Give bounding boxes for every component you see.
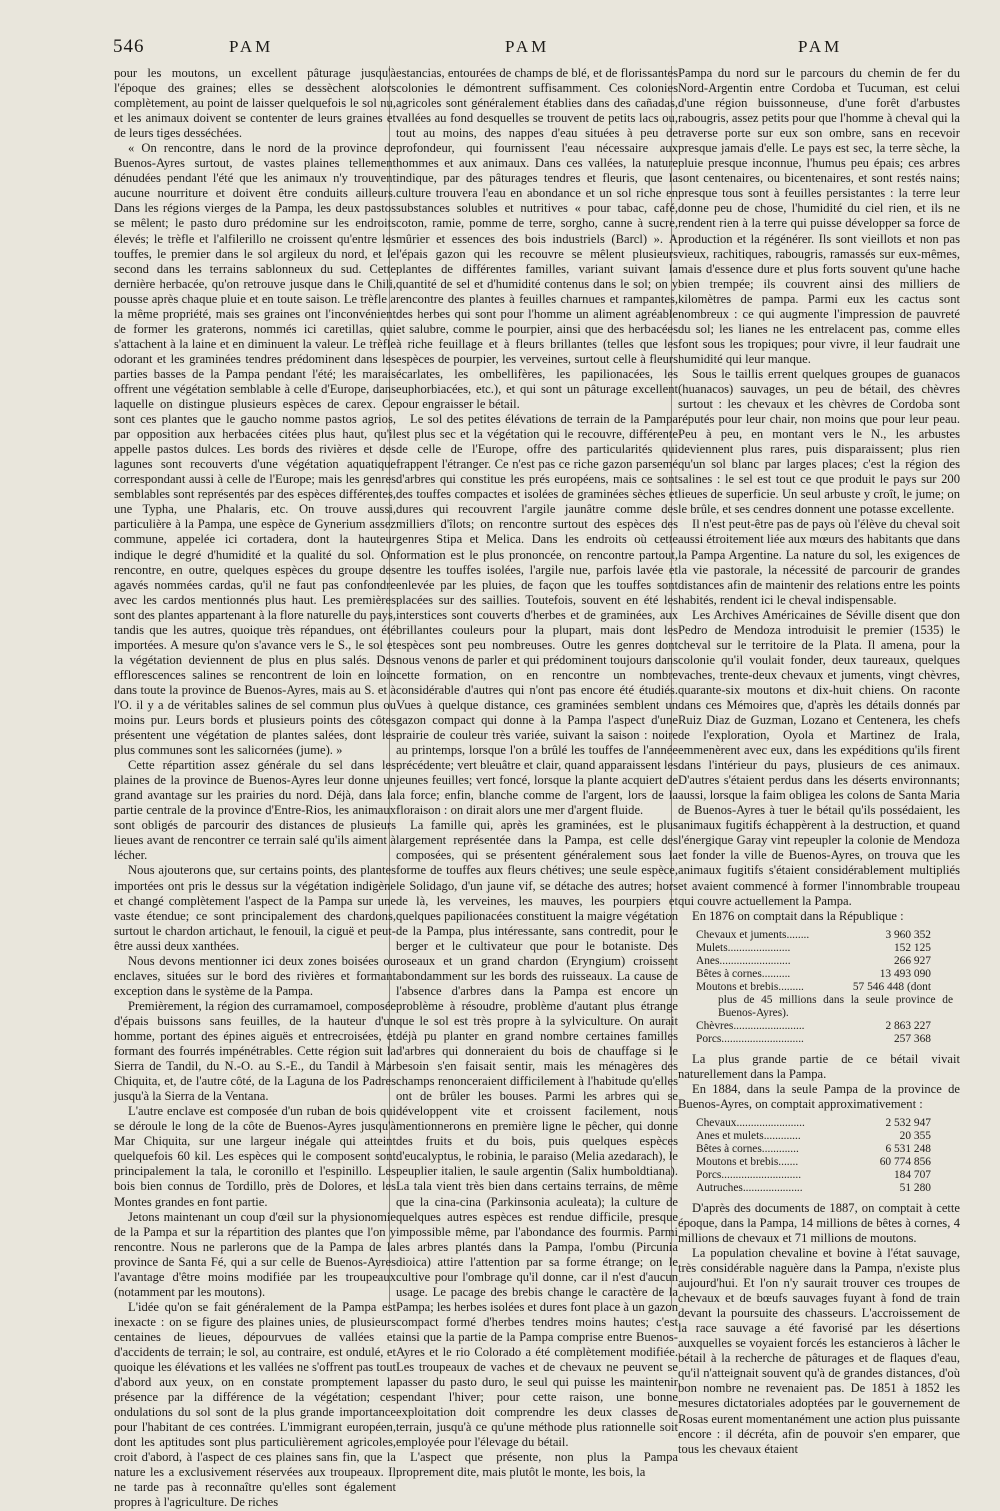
paragraph: Nous ajouterons que, sur certains points, des plantes importées ont pris le dessus sur la végétation indigène et changé complètement l'aspect de la Pampa sur une vaste étendue; ce sont principalement des chardons, surtout le chardon artichaut, le fenouil, la ciguë et peut-être aussi deux xanthées.	[114, 863, 396, 953]
stats-value: 2 532 947	[885, 1116, 931, 1129]
stats-table-1884	[696, 1117, 960, 1195]
stats-value: 6 531 248	[885, 1142, 931, 1155]
stats-row	[696, 929, 931, 942]
paragraph: « On rencontre, dans le nord de la province de Buenos-Ayres surtout, de vastes plaines tellement dénudées pendant l'été que les animaux n'y trouvent aucune nourriture et doivent être conduits ailleurs. Dans les régions vierges de la Pampa, les deux pastos se mêlent; le pasto duro prédomine sur les endroits élevés; le trèfle et l'alfilerillo ne croissent qu'entre les touffes, le premier dans le sol argileux du nord, et le second dans les terrains sablonneux du sud. Cette dernière herbacée, qu'on retrouve jusque dans le Chili, pousse après chaque pluie et en toute saison. Le trèfle a la même propriété, mais ses graines ont l'inconvénient de former les graterons, nommés ici caretillas, qui s'attachent à la laine et en diminuent la valeur. Le trèfle odorant et les graminées tendres prédominent dans les parties basses de la Pampa pendant l'été; les marais offrent une végétation semblable à celle d'Europe, dans laquelle on distingue plusieurs espèces de carex. Ce sont ces plantes que le gaucho nomme pastos agrios, par opposition aux herbacées citées plus haut, qu'il appelle pastos dulces. Les bords des rivières et des lagunes sont recouverts d'une végétation aquatique correspondant aussi à celle de l'Europe; mais les genres semblables sont représentés par des espèces différentes, une Typha, une Phalaris, etc. On trouve aussi, particulière à la Pampa, une espèce de Gynerium assez commune, appelée ici cortadera, dont la hauteur indique le degré d'humidité et la qualité du sol. On rencontre, en outre, quelques espèces du groupe des agavés nommées cardas, qu'il ne faut pas confondre avec les cardos mentionnés plus haut. Les premières sont des plantes appartenant à la flore naturelle du pays, tandis que les autres, quoique très répandues, ont été importées. A mesure qu'on s'avance vers le S., le sol et la végétation deviennent de plus en plus salés. Des efflorescences salines se rencontrent de loin en loin dans toute la province de Buenos-Ayres, mais au S. et à l'O. il y a de véritables salines de sel commun plus ou moins pur. Leurs bords et plusieurs points des côtes présentent une végétation de plantes salées, dont les plus communes sont les salicornées (jume). »	[114, 141, 396, 758]
text-column-2	[396, 66, 678, 1480]
stats-label: Bêtes à cornes.............	[696, 1142, 799, 1155]
stats-row	[696, 1020, 931, 1033]
stats-value: 60 774 856	[879, 1155, 931, 1168]
stats-row	[696, 981, 931, 994]
paragraph: L'autre enclave est composée d'un ruban de bois qui se déroule le long de la côte de Buenos-Ayres jusqu'à Mar Chiquita, sur une largeur inégale qui atteint quelquefois 60 kil. Les espèces qui le composent sont principalement la tala, le coronillo et l'espinillo. Les bois bien connus de Tordillo, près de Dolores, et les Montes grandes en font partie.	[114, 1104, 396, 1209]
paragraph: L'idée qu'on se fait généralement de la Pampa est inexacte : on se figure des plaines unies, de plusieurs centaines de lieues, dépourvues de vallées et d'accidents de terrain; le sol, au contraire, est ondulé, et quoique les élévations et les vallées ne s'offrent pas tout d'abord aux yeux, on en constate promptement la présence par la différence de la végétation; ces ondulations du sol sont de la plus grande importance pour l'habitant de ces contrées. L'immigrant européen, dont les aptitudes sont plus particulièrement agricoles, croit d'abord, à l'aspect de ces plaines sans fin, que la nature les a exclusivement réservées aux troupeaux. Il ne tarde pas à reconnaître qu'elles sont également propres à l'agriculture. De riches	[114, 1299, 396, 1510]
paragraph: Premièrement, la région des curramamoel, composée d'épais buissons sans feuilles, de la hauteur d'un homme, portant des épines aiguës et entrecroisées, et formant des fourrés impénétrables. Cette région suit la Sierra de Tandil, du N.-O. au S.-E., du Tandil à Mar Chiquita, et, de l'autre côté, de la Laguna de los Padres jusqu'à la Sierra de la Ventana.	[114, 998, 396, 1104]
stats-row	[696, 1182, 931, 1195]
stats-row	[696, 1033, 931, 1046]
stats-value: 13 493 090	[879, 967, 931, 980]
paragraph: Le sol des petites élévations de terrain de la Pampa est plus sec et la végétation qui le recouvre, différente de celle de l'Europe, offre des particularités qui frappent l'étranger. Ce n'est pas ce riche gazon parsemé d'arbres qui constitue les prés européens, mais ce sont des touffes compactes et isolées de graminées sèches et dures qui recouvrent l'argile jaunâtre comme des milliers d'îlots; on rencontre surtout des espèces des genres Stipa et Melica. Dans les endroits où cette formation est le plus prononcée, on rencontre partout, entre les touffes isolées, l'argile nue, parfois lavée et enlevée par les pluies, de façon que les touffes sont placées sur des saillies. Toutefois, souvent en été les interstices sont couverts d'herbes et de graminées, aux brillantes couleurs pour la plupart, mais dont les espèces sont peu nombreuses. Outre les genres dont nous venons de parler et qui prédominent toujours dans cette formation, on en rencontre un nombre considérable d'autres qui n'ont pas encore été étudiés. Vues à quelque distance, ces graminées semblent un gazon compact qui donne à la Pampa l'aspect d'une prairie de couleur très variée, suivant la saison : noire au printemps, lorsque l'on a brûlé les touffes de l'année précédente; vert bleuâtre et clair, quand apparaissent les jeunes feuilles; vert foncé, lorsque la plante acquiert de la force; enfin, blanche comme de l'argent, lors de la floraison : on dirait alors une mer d'argent fluide.	[396, 412, 678, 818]
paragraph: D'après des documents de 1887, on comptait à cette époque, dans la Pampa, 14 millions de bêtes à cornes, 4 millions de chevaux et 71 millions de moutons.	[678, 1200, 960, 1245]
paragraph: Sous le taillis errent quelques groupes de guanacos (huanacos) sauvages, un peu de bétail, des chèvres surtout : les chevaux et les chèvres de Cordoba sont réputés pour leur chair, non moins que pour leur peau. Peu à peu, en montant vers le N., les arbustes deviennent plus rares, puis disparaissent; plus rien qu'un sol blanc par larges places; c'est la région des salines : le sel est tout ce que produit le pays sur 200 lieues de superficie. Un seul arbuste y croît, le jume; on le brûle, et ses cendres donnent une potasse excellente.	[678, 366, 960, 517]
page-header	[0, 36, 1000, 60]
stats-label: Chèvres.........................	[696, 1019, 805, 1032]
stats-row	[696, 1169, 931, 1182]
paragraph: estancias, entourées de champs de blé, et de florissantes colonies le démontrent suffisamment. Ces colonies agricoles sont généralement établies dans des cañadas, vallées au fond desquelles se trouvent de petits lacs ou, tout au moins, des nappes d'eau situées à peu de profondeur, qui fournissent l'eau nécessaire aux hommes et aux animaux. Dans ces vallées, la nature indique, par des pâturages tendres et fleuris, que la culture trouvera l'eau en abondance et un sol riche en substances solubles et nutritives « pour tabac, café, coton, ramie, pomme de terre, sorgho, canne à sucre, mûrier et essences des bois industriels (Barcl) ». A l'épais gazon qui les recouvre se mêlent plusieurs plantes de différentes familles, variant suivant la quantité de sel et d'humidité contenus dans le sol; on y rencontre des plantes à feuilles charnues et rampantes, des herbes qui sont pour l'homme un aliment agréable et salubre, comme le pourpier, ainsi que des herbacées à riche feuillage et à fleurs brillantes (telles que les espèces de pourpier, les verveines, surtout celle à fleurs écarlates, les ombellifères, les papilionacées, les euphorbiacées, etc.), et qui sont un pâturage excellent pour engraisser le bétail.	[396, 66, 678, 412]
paragraph: La famille qui, après les graminées, est le plus largement représentée dans la Pampa, est celle des composées, qui se présentent généralement sous la forme de touffes aux fleurs chétives; une seule espèce, le Solidago, d'un jaune vif, se détache des autres; hors de là, les verveines, les mauves, les pourpiers et quelques papilionacées constituent la maigre végétation de la Pampa, plus intéressante, sans contredit, pour le berger et le cultivateur que pour le botaniste. Des roseaux et un grand chardon (Eryngium) croissent abondamment sur les bords des ruisseaux. La cause de l'absence d'arbres dans la Pampa est encore un problème à résoudre, problème d'autant plus étrange que le sol est très propre à la sylviculture. On aurait déjà pu planter en grand nombre certaines familles d'arbres qui donneraient du bois de chauffage si le besoin s'en faisait sentir, mais les ménagères des champs renonceraient difficilement à l'habitude qu'elles ont de brûler les bouses. Parmi les arbres qui se développent vite et croissent facilement, nous mentionnerons en première ligne le pêcher, qui donne des fruits et du bois, puis quelques espèces d'eucalyptus, le robinia, le paraiso (Melia azedarach), le peuplier italien, le saule argentin (Salix humboldtiana). La tala vient très bien dans certains terrains, de même que la cina-cina (Parkinsonia aculeata); la culture de quelques autres espèces est rendue difficile, presque impossible même, par l'abondance des fourmis. Parmi les arbres plantés dans la Pampa, l'ombu (Pircunia dioica) attire l'attention par sa forme étrange; on le cultive pour l'ombrage qu'il donne, car il n'est d'aucun usage. Le pacage des brebis change le caractère de la Pampa; les herbes isolées et dures font place à un gazon compact formé d'herbes tendres moins hautes; c'est ainsi que la partie de la Pampa comprise entre Buenos-Ayres et le rio Colorado a été complètement modifiée. Les troupeaux de vaches et de chevaux ne peuvent se passer du pasto duro, le seul qui puisse les maintenir pendant l'hiver; pour cette raison, une bonne exploitation doit comprendre les deux classes de terrain, jusqu'à ce qu'une méthode plus rationnelle soit employée pour l'élevage du bétail.	[396, 818, 678, 1450]
stats-row	[696, 1143, 931, 1156]
stats-label: Bêtes à cornes..........	[696, 967, 791, 980]
stats-value: 51 280	[899, 1181, 931, 1194]
stats-value: 257 368	[893, 1032, 931, 1045]
stats-value: 2 863 227	[885, 1019, 931, 1032]
text-column-1	[114, 66, 396, 1510]
stats-label: Moutons et brebis.......	[696, 1155, 799, 1168]
running-head-left: PAM	[229, 37, 274, 56]
stats-label: Autruches.....................	[696, 1181, 803, 1194]
stats-row	[696, 1130, 931, 1143]
stats-row	[696, 942, 931, 955]
stats-label: Chevaux........................	[696, 1116, 805, 1129]
stats-label: Porcs.............................	[696, 1032, 804, 1045]
paragraph: Pampa du nord sur le parcours du chemin de fer du Nord-Argentin entre Cordoba et Tucuman, est celui d'une région buissonneuse, d'une forêt d'arbustes rabougris, assez petits pour que l'homme à cheval qui la traverse porte sur eux son ombre, sans en recevoir presque jamais d'elle. Le pays est sec, la terre sèche, la pluie presque inconnue, l'humus peu épais; ces arbres sont centenaires, ou bicentenaires, et sont restés nains; presque tous sont à feuilles persistantes : la terre leur donne peu de chose, l'humidité du ciel rien, et ils ne rendent rien à la terre qui puisse développer sa force de production et la régénérer. Ils sont vieillots et non pas vieux, rachitiques, rabougris, ramassés sur eux-mêmes, mais d'essence dure et plus forts souvent qu'une hache bien trempée; ils couvrent ainsi des milliers de kilomètres de pampa. Parmi eux les cactus sont nombreux : ce qui augmente l'impression de pauvreté du sol; les lianes ne les entrelacent pas, comme elles font sous les tropiques; pour vivre, il leur faudrait une humidité qui leur manque.	[678, 66, 960, 366]
stats-row	[696, 955, 931, 968]
stats-label: Anes.........................	[696, 954, 791, 967]
stats-value: 20 355	[899, 1129, 931, 1142]
stats-value: 152 125	[893, 941, 931, 954]
text-column-3	[678, 66, 960, 1456]
stats-table-1876	[696, 929, 960, 1046]
paragraph: Cette répartition assez générale du sel dans les plaines de la province de Buenos-Ayres leur donne un grand avantage sur les prairies du nord. Déjà, dans la partie centrale de la province d'Entre-Rios, les animaux sont obligés de parcourir des distances de plusieurs lieues avant de rencontrer ce terrain salé qu'ils aiment à lécher.	[114, 758, 396, 863]
page-number: 546	[113, 36, 145, 57]
paragraph: Les Archives Américaines de Séville disent que don Pedro de Mendoza introduisit le premier (1535) le cheval sur le territoire de la Plata. Il amena, pour la colonie qu'il voulait fonder, deux taureaux, quelques vaches, trente-deux chevaux et juments, vingt chèvres, quarante-six moutons et dix-huit chiens. On raconte dans ces Mémoires que, d'après les détails donnés par Ruiz Diaz de Guzman, Lozano et Centenera, les chefs de l'exploration, Oyola et Martinez de Irala, emmenèrent avec eux, dans les expéditions qu'ils firent dans l'intérieur du pays, plusieurs de ces animaux. D'autres s'étaient perdus dans les déserts environnants; aussi, lorsque la faim obligea les colons de Santa Maria de Buenos-Ayres à tuer le bétail qu'ils possédaient, les animaux fugitifs échappèrent à la destruction, et quand l'énergique Garay vint repeupler la colonie de Mendoza et fonder la ville de Buenos-Ayres, on trouva que les animaux fugitifs s'étaient considérablement multipliés et avaient commencé à former l'innombrable troupeau qui couvre actuellement la Pampa.	[678, 607, 960, 908]
paragraph: Nous devons mentionner ici deux zones boisées ou enclaves, situées sur le bord des rivières et formant exception dans le système de la Pampa.	[114, 953, 396, 998]
running-head-center: PAM	[505, 37, 550, 56]
stats-value: 184 707	[893, 1168, 931, 1181]
paragraph: Il n'est peut-être pas de pays où l'élève du cheval soit aussi étroitement liée aux mœurs des habitants que dans la Pampa Argentine. La nature du sol, les exigences de la vie pastorale, la nécessité de parcourir de grandes distances afin de maintenir des relations entre les points habités, rendent ici le cheval indispensable.	[678, 517, 960, 607]
paragraph: La population chevaline et bovine à l'état sauvage, très considérable naguère dans la Pampa, n'existe plus aujourd'hui. Et l'on n'y saurait trouver ces troupes de chevaux et de bœufs sauvages fuyant à fond de train devant la poursuite des chasseurs. L'accroissement de la race sauvage a été favorisé par les désertions auxquelles se voyaient forcés les estancieros à lâcher le bétail à la recherche de pâturages et de flaques d'eau, qu'il n'atteignait souvent qu'à de grandes distances, d'où bon nombre ne revenaient pas. De 1851 à 1852 les mesures dictatoriales adoptées par le gouvernement de Rosas eurent momentanément une action plus puissante encore : il décréta, afin de pouvoir s'en emparer, que tous les chevaux étaient	[678, 1246, 960, 1456]
stats-label: Moutons et brebis.........	[696, 980, 804, 993]
paragraph: Jetons maintenant un coup d'œil sur la physionomie de la Pampa et sur la répartition des plantes que l'on y rencontre. Nous ne parlerons que de la Pampa de la province de Santa Fé, qui a sur celle de Buenos-Ayres l'avantage d'être moins modifiée par les troupeaux (notamment par les moutons).	[114, 1209, 396, 1299]
paragraph: La plus grande partie de ce bétail vivait naturellement dans la Pampa.	[678, 1051, 960, 1081]
stats-note: plus de 45 millions dans la seule province de Buenos-Ayres).	[718, 993, 953, 1019]
running-head-right: PAM	[798, 37, 843, 56]
stats-label: Chevaux et juments........	[696, 928, 810, 941]
stats-label: Mulets......................	[696, 941, 791, 954]
stats-label: Porcs............................	[696, 1168, 802, 1181]
stats-row	[696, 968, 931, 981]
paragraph: En 1876 on comptait dans la République :	[692, 908, 904, 923]
paragraph: pour les moutons, un excellent pâturage jusqu'à l'époque des graines; elles se dessèchent alors complètement, au point de laisser quelquefois le sol nu, et les animaux doivent se contenter de leurs graines et de leurs tiges desséchées.	[114, 66, 396, 141]
stats-value: 3 960 352	[885, 928, 931, 941]
stats-row	[696, 1117, 931, 1130]
paragraph: En 1884, dans la seule Pampa de la province de Buenos-Ayres, on comptait approximativement :	[678, 1081, 960, 1111]
stats-value: 266 927	[893, 954, 931, 967]
stats-value: 57 546 448 (dont	[852, 980, 931, 993]
paragraph: L'aspect que présente, non plus la Pampa proprement dite, mais plutôt le monte, les bois, la	[396, 1450, 678, 1480]
stats-label: Anes et mulets.............	[696, 1129, 801, 1142]
stats-row	[696, 1156, 931, 1169]
